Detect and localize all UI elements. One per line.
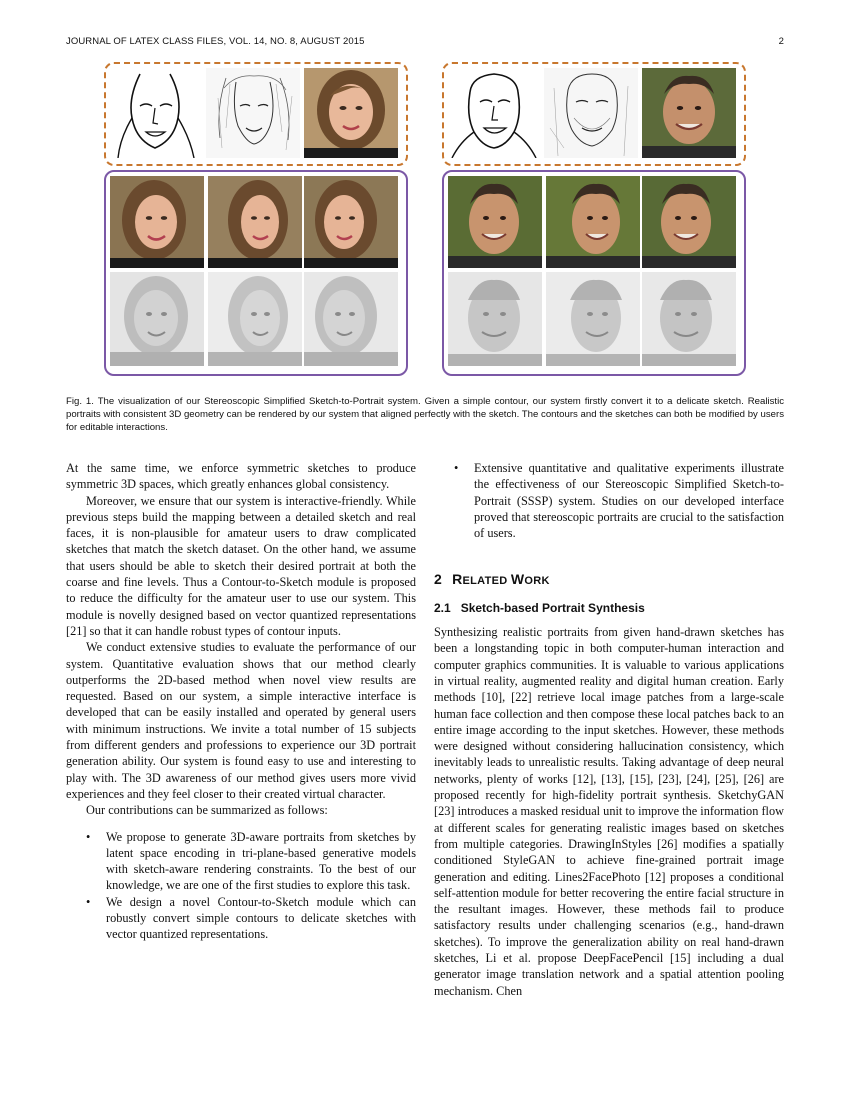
rendered-portrait-view-2 [208,176,302,268]
rendered-portrait-view-3 [304,176,398,268]
rendered-portrait-view-1 [448,176,542,268]
rendered-portrait-view-3 [642,176,736,268]
figure-panel-man [442,62,746,376]
portrait-photo-front [304,68,398,158]
contour-sketch-image [448,68,540,158]
geometry-mesh-view-2 [546,272,640,366]
paragraph: Moreover, we ensure that our system is interactive-friendly. While previous steps build the mapping between a detailed sketch and real faces, it is non-plausible for amateur users to draw complicated sketches that match the sketch dataset. On the other hand, we assume that users should be able to sketch their desired portrait at both the coarse and fine levels. Thus a Contour-to-Sketch module is proposed to reduce the difficulty for the amateur user to use our system. This module is novelly designed based on vector quantized representations [21] so that it can handle robust types of contour inputs. [66,493,416,638]
contour-sketch-image [110,68,200,158]
geometry-mesh-view-1 [448,272,542,366]
figure-panel-woman [104,62,408,376]
right-column [434,460,784,999]
subsection-heading: 2.1 Sketch-based Portrait Synthesis [434,600,645,615]
paragraph: Synthesizing realistic portraits from given hand-drawn sketches has been a longstanding topic in both computer-human interaction and computer graphics communities. It is valuable to various applications in virtual reality, augmented reality and digital human creation. Early methods [10], [22] retrieve local image patches from a large-scale human face collection and then compose these local patches back to an entire image according to the input sketches. However, these methods were designed without considering hallucination consistency, which inevitably leads to unrealistic results. Taking advantage of deep neural networks, plenty of works [12], [13], [15], [23], [24], [25], [26] are proposed recently for high-fidelity portrait synthesis. SketchyGAN [23] introduces a masked residual unit to improve the information flow at different scales for generating realistic images based on sketches from multiple categories. DrawingInStyles [26] modifies a spatially conditioned StyleGAN to achieve fine-grained portrait image generation and editing. Lines2FacePhoto [12] proposes a conditional self-attention module for better recovering the entire facial structure in the resultant images. However, these methods fail to produce satisfactory results under challenging scenarios (e.g., hand-drawn sketches). To improve the generalization ability on real hand-drawn sketches, Li et al. propose DeepFacePencil [15] including a dual generator image translation network and a spatial attention pooling mechanism. Chen [434,625,784,998]
left-column [66,460,416,943]
rendered-portrait-view-1 [110,176,204,268]
figure-1 [104,62,748,376]
list-item: • We design a novel Contour-to-Sketch module which can robustly convert simple contours to delicate sketches with vector quantized representations. [66,894,416,943]
contributions-list-continued [434,460,784,541]
paragraph: Our contributions can be summarized as follows: [86,803,328,818]
portrait-photo-front [642,68,736,158]
detailed-sketch-image [544,68,638,158]
figure-caption: Fig. 1. The visualization of our Stereoscopic Simplified Sketch-to-Portrait system. Given a simple contour, our system firstly convert it to a delicate sketch. Realistic portraits with consistent 3D geometry can be rendered by our system that aligned perfectly with the sketch. The contours and the sketches can both be modified by users for editable interactions. [66,396,784,434]
running-header [66,36,784,50]
geometry-mesh-view-2 [208,272,302,366]
geometry-mesh-view-1 [110,272,204,366]
geometry-mesh-view-3 [642,272,736,366]
page-number: 2 [778,36,784,47]
list-item: • Extensive quantitative and qualitative experiments illustrate the effectiveness of our Stereoscopic Simplified Sketch-to-Portrait (SSSP) system. Studies on our developed interface proved that stereoscopic portraits are crucial to the satisfaction of users. [434,460,784,541]
paragraph: We conduct extensive studies to evaluate the performance of our system. Quantitative evaluation shows that our method clearly outperforms the 2D-based method when novel view results are requested. Based on our system, a simple interactive interface is developed that can be easily installed and operated by general users with minimum instructions. We invite a total number of 15 subjects from different genders and professions to experience our 3D portrait generation ability. Our system is found easy to use and interesting to play with. The 3D awareness of our method gives users more vivid experiences and they feel closer to their created virtual character. [66,640,416,801]
detailed-sketch-image [206,68,300,158]
paragraph: At the same time, we enforce symmetric sketches to produce symmetric 3D spaces, which greatly enhances global consistency. [66,461,416,492]
contributions-list [66,829,416,943]
journal-title: JOURNAL OF LATEX CLASS FILES, VOL. 14, NO. 8, AUGUST 2015 [66,36,365,47]
rendered-portrait-view-2 [546,176,640,268]
list-item: • We propose to generate 3D-aware portraits from sketches by latent space encoding in tri-plane-based generative models with sketch-aware rendering constraints. To the best of our knowledge, we are one of the first studies to explore this task. [66,829,416,894]
section-heading: 2 RELATED WORK [434,571,550,588]
geometry-mesh-view-3 [304,272,398,366]
